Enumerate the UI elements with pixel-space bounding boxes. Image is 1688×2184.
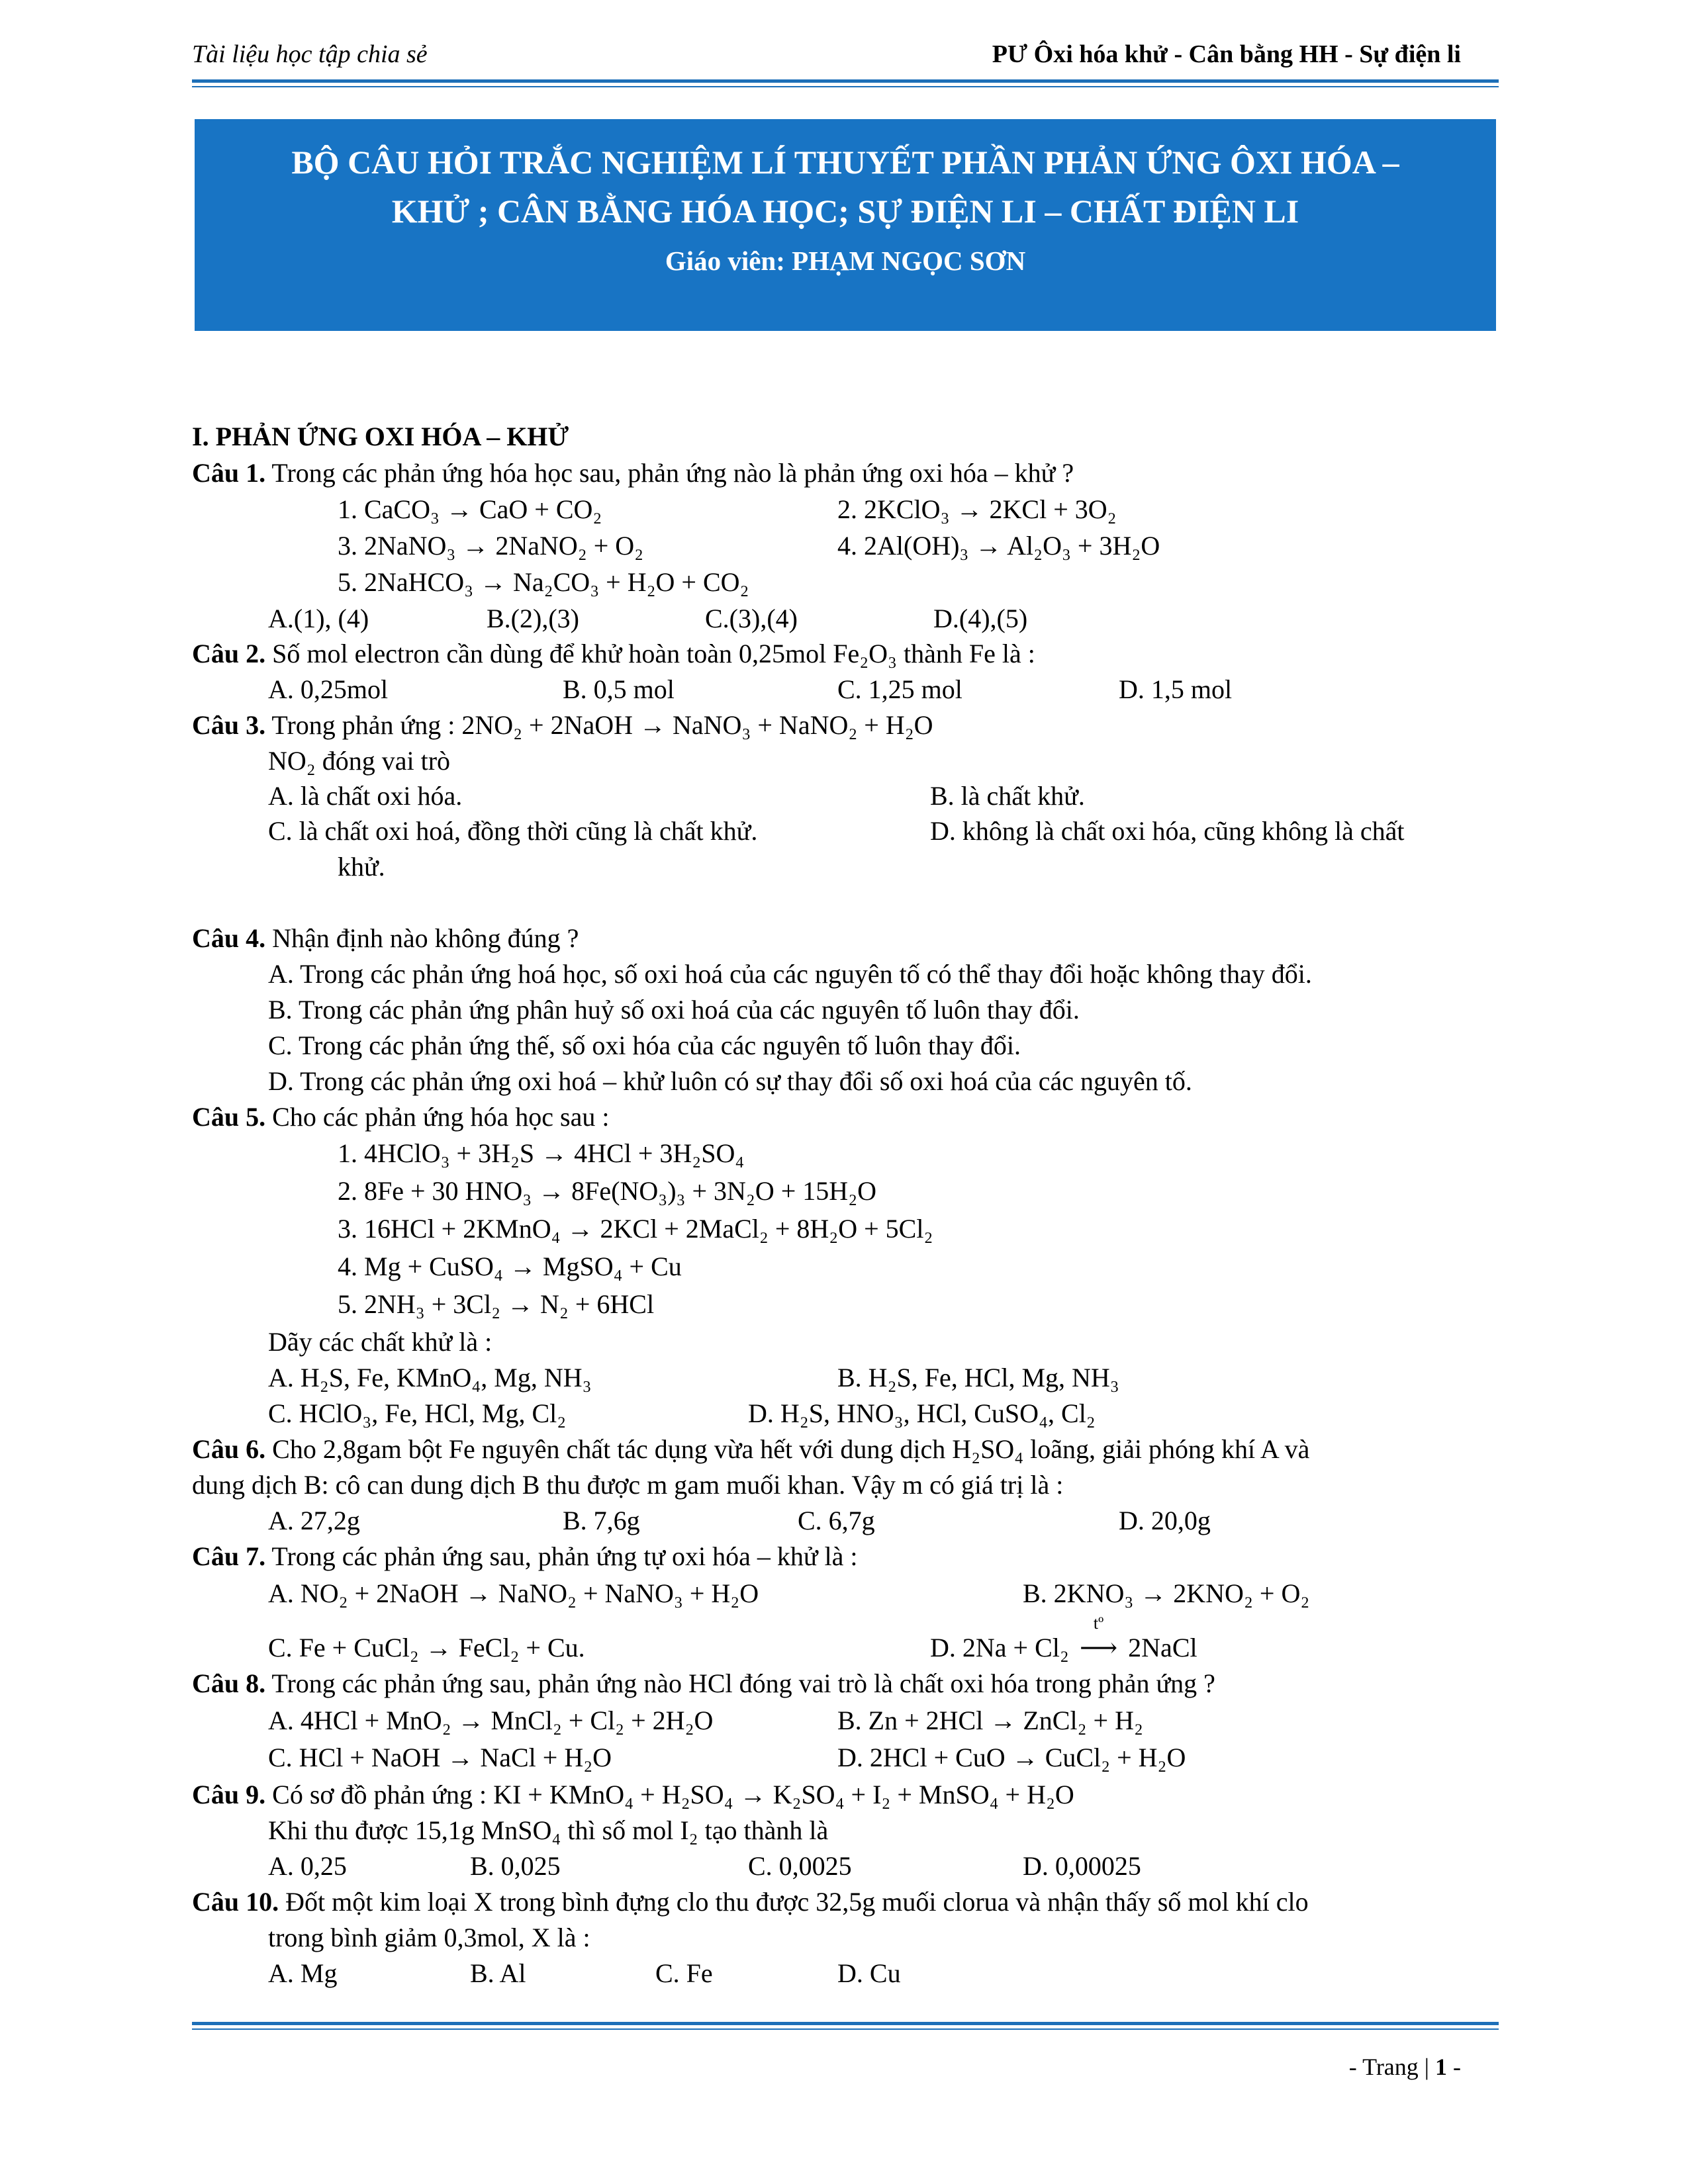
option-b: B. Zn + 2HCl → ZnCl₂ + H₂ — [837, 1706, 1143, 1735]
reaction-1: 1. CaCO₃ → CaO + CO₂ — [338, 494, 602, 524]
question-6 — [192, 1436, 1309, 1463]
question-1 — [192, 460, 1074, 486]
option-a: A. 4HCl + MnO₂ → MnCl₂ + Cl₂ + 2H₂O — [268, 1706, 714, 1735]
header-right: PƯ Ôxi hóa khử - Cân bằng HH - Sự điện li — [992, 40, 1461, 68]
option-a: A. Trong các phản ứng hoá học, số oxi hoá của các nguyên tố có thể thay đổi hoặc không thay đổi. — [268, 959, 1312, 989]
option-a: A. 27,2g — [268, 1506, 360, 1535]
option-d-continued: khử. — [338, 852, 385, 882]
reaction-5: 5. 2NH₃ + 3Cl₂ → N₂ + 6HCl — [338, 1289, 655, 1319]
question-text: Số mol electron cần dùng để khử hoàn toàn 0,25mol Fe₂O₃ thành Fe là : — [272, 639, 1035, 668]
question-text: Có sơ đồ phản ứng : KI + KMnO₄ + H₂SO₄ → K₂SO₄ + I₂ + MnSO₄ + H₂O — [272, 1780, 1074, 1809]
option-d: D. H₂S, HNO₃, HCl, CuSO₄, Cl₂ — [748, 1398, 1096, 1428]
question-label: Câu 2. — [192, 639, 266, 668]
question-9 — [192, 1782, 1074, 1808]
reaction-4: 4. 2Al(OH)₃ → Al₂O₃ + 3H₂O — [837, 531, 1160, 561]
reaction-4: 4. Mg + CuSO₄ → MgSO₄ + Cu — [338, 1251, 682, 1281]
reaction-3: 3. 2NaNO₃ → 2NaNO₂ + O₂ — [338, 531, 644, 561]
reaction-5: 5. 2NaHCO₃ → Na₂CO₃ + H₂O + CO₂ — [338, 567, 749, 597]
option-a: A. Mg — [268, 1958, 338, 1988]
page-footer — [1349, 2053, 1461, 2081]
option-d: D. không là chất oxi hóa, cũng không là chất — [930, 816, 1405, 846]
footer-prefix: - Trang | — [1348, 2054, 1429, 2080]
option-c: C. Fe + CuCl₂ → FeCl₂ + Cu. — [268, 1633, 585, 1662]
question-label: Câu 4. — [192, 923, 266, 953]
header-left: Tài liệu học tập chia sẻ — [192, 40, 428, 68]
question-3 — [192, 712, 933, 739]
question-subtext: Khi thu được 15,1g MnSO₄ thì số mol I₂ tạo thành là — [268, 1815, 829, 1845]
question-label: Câu 3. — [192, 710, 266, 740]
reaction-1: 1. 4HClO₃ + 3H₂S → 4HCl + 3H₂SO₄ — [338, 1138, 745, 1168]
question-8 — [192, 1670, 1215, 1697]
section-heading: I. PHẢN ỨNG OXI HÓA – KHỬ — [192, 422, 569, 451]
question-text: Cho 2,8gam bột Fe nguyên chất tác dụng vừa hết với dung dịch H₂SO₄ loãng, giải phóng khí A và — [272, 1434, 1310, 1464]
option-d: D. 2HCl + CuO → CuCl₂ + H₂O — [837, 1743, 1186, 1772]
heat-arrow — [1076, 1614, 1121, 1662]
option-d: D. Trong các phản ứng oxi hoá – khử luôn có sự thay đổi số oxi hoá của các nguyên tố. — [268, 1066, 1192, 1096]
title-line-2: KHỬ ; CÂN BẰNG HÓA HỌC; SỰ ĐIỆN LI – CHẤT ĐIỆN LI — [391, 193, 1299, 230]
option-b: B.(2),(3) — [487, 604, 579, 633]
option-b: B. 7,6g — [563, 1506, 640, 1535]
option-a: A. 0,25 — [268, 1851, 347, 1881]
teacher-line: Giáo viên: PHẠM NGỌC SƠN — [665, 246, 1026, 276]
question-text: Trong các phản ứng hóa học sau, phản ứng nào là phản ứng oxi hóa – khử ? — [271, 458, 1074, 488]
option-d: D. 20,0g — [1119, 1506, 1211, 1535]
option-c: C. Trong các phản ứng thế, số oxi hóa của các nguyên tố luôn thay đổi. — [268, 1030, 1021, 1060]
arrow-icon: ⟶ — [1079, 1633, 1118, 1662]
option-b: B. H₂S, Fe, HCl, Mg, NH₃ — [837, 1363, 1119, 1392]
question-label: Câu 9. — [192, 1780, 266, 1809]
option-b: B. Trong các phản ứng phân huỷ số oxi hoá của các nguyên tố luôn thay đổi. — [268, 995, 1080, 1024]
question-10 — [192, 1889, 1309, 1915]
option-a: A. 0,25mol — [268, 674, 389, 704]
option-c: C. 1,25 mol — [837, 674, 962, 704]
reaction-3: 3. 16HCl + 2KMnO₄ → 2KCl + 2MaCl₂ + 8H₂O + 5Cl₂ — [338, 1214, 933, 1244]
option-c: C. 6,7g — [798, 1506, 875, 1535]
option-d — [930, 1614, 1197, 1662]
header-rule-thin — [192, 86, 1499, 87]
title-line-1: BỘ CÂU HỎI TRẮC NGHIỆM LÍ THUYẾT PHẦN PHẢN ỨNG ÔXI HÓA – — [291, 144, 1399, 181]
question-5 — [192, 1104, 609, 1130]
question-subtext: Dãy các chất khử là : — [268, 1327, 492, 1357]
question-label: Câu 10. — [192, 1887, 279, 1917]
question-label: Câu 7. — [192, 1541, 266, 1571]
option-c: C.(3),(4) — [705, 604, 798, 633]
question-text: Nhận định nào không đúng ? — [272, 923, 579, 953]
question-text: Cho các phản ứng hóa học sau : — [272, 1102, 610, 1132]
option-d: D. Cu — [837, 1958, 901, 1988]
option-b: B. 0,5 mol — [563, 674, 675, 704]
option-d: D. 1,5 mol — [1119, 674, 1233, 704]
page-number: 1 — [1435, 2054, 1447, 2080]
header-rule — [192, 79, 1499, 83]
option-c: C. HClO₃, Fe, HCl, Mg, Cl₂ — [268, 1398, 567, 1428]
reaction-2: 2. 2KClO₃ → 2KCl + 3O₂ — [837, 494, 1117, 524]
option-c: C. 0,0025 — [748, 1851, 852, 1881]
footer-suffix: - — [1453, 2054, 1461, 2080]
option-b: B. 0,025 — [470, 1851, 561, 1881]
option-c: C. HCl + NaOH → NaCl + H₂O — [268, 1743, 612, 1772]
option-d: D. 0,00025 — [1023, 1851, 1141, 1881]
option-b: B. là chất khử. — [930, 781, 1085, 811]
option-d: D.(4),(5) — [933, 604, 1028, 633]
option-a: A. NO₂ + 2NaOH → NaNO₂ + NaNO₃ + H₂O — [268, 1578, 759, 1608]
question-2 — [192, 641, 1035, 667]
question-subtext: trong bình giảm 0,3mol, X là : — [268, 1923, 590, 1952]
question-subtext: NO₂ đóng vai trò — [268, 746, 451, 776]
question-7 — [192, 1543, 858, 1570]
question-text-continued: dung dịch B: cô can dung dịch B thu được m gam muối khan. Vậy m có giá trị là : — [192, 1470, 1064, 1500]
option-a: A. H₂S, Fe, KMnO₄, Mg, NH₃ — [268, 1363, 592, 1392]
question-4 — [192, 925, 579, 952]
question-text: Trong các phản ứng sau, phản ứng nào HCl đóng vai trò là chất oxi hóa trong phản ứng ? — [271, 1668, 1215, 1698]
option-a: A. là chất oxi hóa. — [268, 781, 463, 811]
question-label: Câu 5. — [192, 1102, 266, 1132]
option-a: A.(1), (4) — [268, 604, 369, 633]
question-text: Trong các phản ứng sau, phản ứng tự oxi hóa – khử là : — [271, 1541, 858, 1571]
question-label: Câu 8. — [192, 1668, 266, 1698]
option-d-reactants: D. 2Na + Cl₂ — [930, 1633, 1069, 1662]
question-text: Trong phản ứng : 2NO₂ + 2NaOH → NaNO₃ + NaNO₂ + H₂O — [271, 710, 933, 740]
option-b: B. Al — [470, 1958, 526, 1988]
footer-rule — [192, 2022, 1499, 2025]
option-c: C. là chất oxi hoá, đồng thời cũng là chất khử. — [268, 816, 758, 846]
reaction-2: 2. 8Fe + 30 HNO₃ → 8Fe(NO₃)₃ + 3N₂O + 15H₂O — [338, 1176, 877, 1206]
question-text: Đốt một kim loại X trong bình đựng clo thu được 32,5g muối clorua và nhận thấy số mol khí clo — [285, 1887, 1309, 1917]
option-b: B. 2KNO₃ → 2KNO₂ + O₂ — [1023, 1578, 1310, 1608]
footer-rule-thin — [192, 2028, 1499, 2030]
title-banner — [195, 119, 1496, 331]
question-label: Câu 6. — [192, 1434, 266, 1464]
option-c: C. Fe — [655, 1958, 713, 1988]
heat-label: tº — [1093, 1614, 1104, 1633]
option-d-product: 2NaCl — [1128, 1633, 1197, 1662]
question-label: Câu 1. — [192, 458, 266, 488]
